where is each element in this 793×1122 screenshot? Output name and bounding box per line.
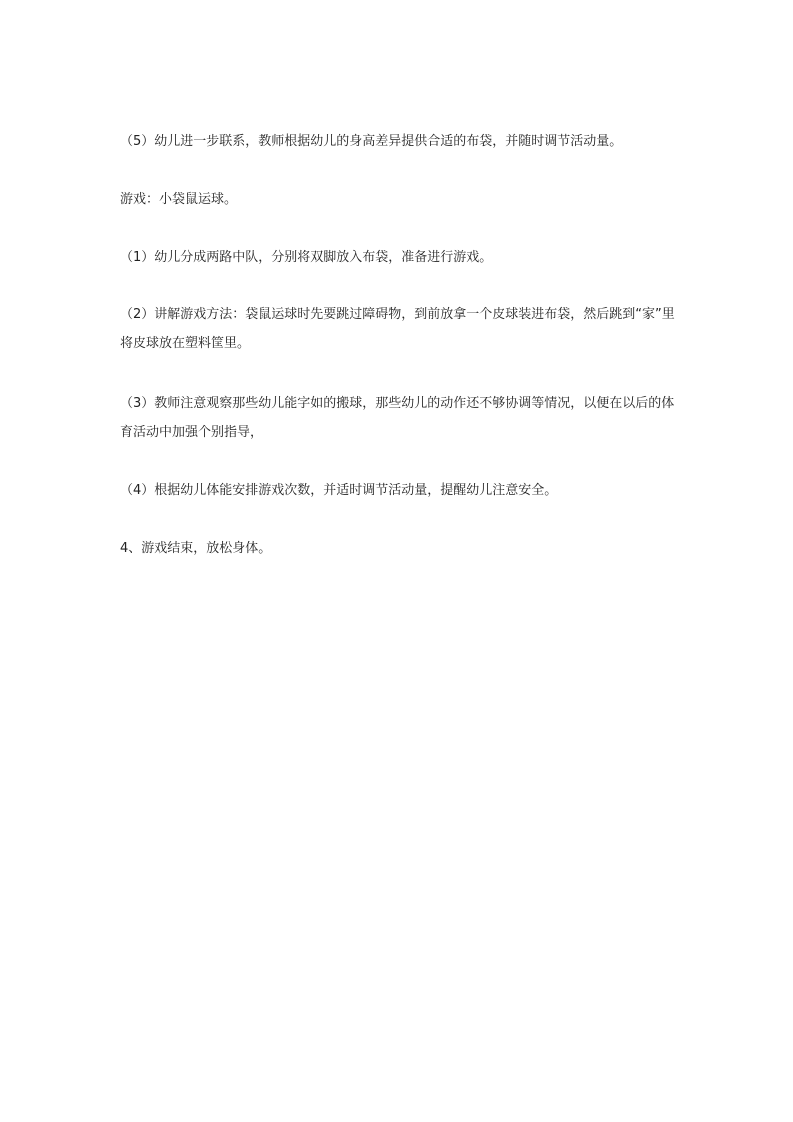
- paragraph-step-5: （5）幼儿进一步联系，教师根据幼儿的身高差异提供合适的布袋，并随时调节活动量。: [120, 134, 623, 149]
- paragraph-game-title: 游戏：小袋鼠运球。: [120, 192, 238, 207]
- paragraph-game-step-1: （1）幼儿分成两路中队，分别将双脚放入布袋，准备进行游戏。: [120, 250, 493, 265]
- paragraph-game-step-2: （2）讲解游戏方法：袋鼠运球时先要跳过障碍物，到前放拿一个皮球装进布袋，然后跳到“家”里将皮球放在塑料筐里。: [120, 307, 675, 351]
- paragraph-section-4: 4、游戏结束，放松身体。: [120, 541, 272, 556]
- paragraph-game-step-3: （3）教师注意观察那些幼儿能字如的搬球，那些幼儿的动作还不够协调等情况，以便在以后的体育活动中加强个别指导，: [120, 396, 675, 440]
- paragraph-game-step-4: （4）根据幼儿体能安排游戏次数，并适时调节活动量，提醒幼儿注意安全。: [120, 483, 558, 498]
